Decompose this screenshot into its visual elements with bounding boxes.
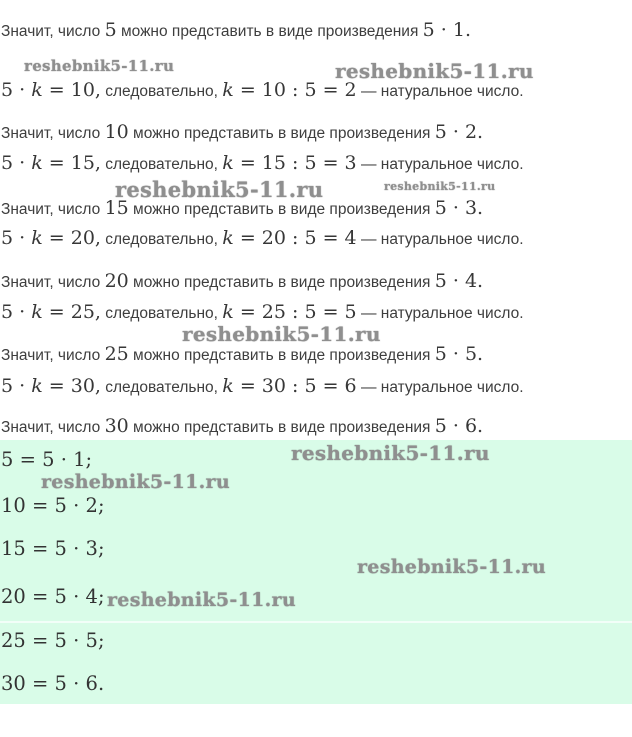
math-expression: = 30 : 5 = 6 xyxy=(233,375,357,397)
statement-period: . xyxy=(477,415,484,437)
math-expression: = 25 : 5 = 5 xyxy=(233,301,357,323)
math-variable-k: k xyxy=(31,152,43,174)
watermark-text: reshebnik5-11.ru xyxy=(357,556,546,578)
math-expression: = 15 : 5 = 3 xyxy=(233,152,357,174)
statement-line xyxy=(1,122,483,144)
statement-period: . xyxy=(477,197,484,219)
equation-line xyxy=(1,153,524,175)
result-line: 20 = 5 · 4; xyxy=(1,585,105,608)
equation-line xyxy=(1,228,524,250)
equation-text: — натуральное число. xyxy=(356,305,524,322)
statement-text: можно представить в виде произведения xyxy=(128,347,435,364)
equation-text: следовательно, xyxy=(100,379,223,396)
statement-period: . xyxy=(477,270,484,292)
watermark-text: reshebnik5-11.ru xyxy=(24,57,175,75)
math-expression: = 20 : 5 = 4 xyxy=(233,227,357,249)
statement-text: Значит, число xyxy=(1,347,105,364)
math-lhs: 5 · xyxy=(1,152,32,174)
math-product: 5 · 2 xyxy=(434,121,478,143)
math-variable-k: k xyxy=(222,79,234,101)
equation-text: следовательно, xyxy=(100,156,223,173)
statement-line xyxy=(1,344,483,366)
math-variable-k: k xyxy=(222,301,234,323)
statement-period: . xyxy=(464,19,471,41)
equation-text: — натуральное число. xyxy=(356,379,524,396)
watermark-text: reshebnik5-11.ru xyxy=(384,180,496,193)
equation-line xyxy=(1,80,524,102)
math-expression: = 10 : 5 = 2 xyxy=(233,79,357,101)
math-product: 5 · 5 xyxy=(434,343,478,365)
result-line: 25 = 5 · 5; xyxy=(1,629,105,652)
math-number: 25 xyxy=(104,343,129,365)
math-equals: = 10, xyxy=(42,79,101,101)
math-variable-k: k xyxy=(222,227,234,249)
watermark-text: reshebnik5-11.ru xyxy=(182,322,381,346)
math-product: 5 · 6 xyxy=(434,415,478,437)
math-lhs: 5 · xyxy=(1,79,32,101)
watermark-text: reshebnik5-11.ru xyxy=(335,59,534,83)
equation-line xyxy=(1,302,524,324)
math-variable-k: k xyxy=(222,152,234,174)
result-line: 30 = 5 · 6. xyxy=(1,672,105,695)
statement-text: Значит, число xyxy=(1,23,105,40)
result-line: 15 = 5 · 3; xyxy=(1,537,105,560)
math-number: 20 xyxy=(104,270,129,292)
statement-line xyxy=(1,271,483,293)
equation-text: следовательно, xyxy=(100,83,223,100)
math-product: 5 · 4 xyxy=(434,270,478,292)
equation-text: следовательно, xyxy=(100,231,223,248)
statement-text: Значит, число xyxy=(1,201,105,218)
math-variable-k: k xyxy=(31,375,43,397)
math-number: 30 xyxy=(104,415,129,437)
watermark-text: reshebnik5-11.ru xyxy=(291,441,490,465)
equation-text: — натуральное число. xyxy=(356,83,524,100)
statement-line xyxy=(1,20,471,42)
statement-text: можно представить в виде произведения xyxy=(128,419,435,436)
watermark-text: reshebnik5-11.ru xyxy=(107,589,296,611)
math-equals: = 20, xyxy=(42,227,101,249)
statement-text: Значит, число xyxy=(1,125,105,142)
math-lhs: 5 · xyxy=(1,301,32,323)
math-lhs: 5 · xyxy=(1,375,32,397)
statement-period: . xyxy=(477,343,484,365)
math-number: 5 xyxy=(104,19,117,41)
equation-text: следовательно, xyxy=(100,305,223,322)
math-product: 5 · 3 xyxy=(434,197,478,219)
statement-text: можно представить в виде произведения xyxy=(128,125,435,142)
statement-text: можно представить в виде произведения xyxy=(128,274,435,291)
math-variable-k: k xyxy=(31,301,43,323)
math-lhs: 5 · xyxy=(1,227,32,249)
math-number: 15 xyxy=(104,197,129,219)
math-equals: = 30, xyxy=(42,375,101,397)
result-line: 10 = 5 · 2; xyxy=(1,494,105,517)
result-line: 5 = 5 · 1; xyxy=(1,448,93,471)
math-variable-k: k xyxy=(31,227,43,249)
math-equals: = 15, xyxy=(42,152,101,174)
watermark-text: reshebnik5-11.ru xyxy=(41,471,230,493)
math-equals: = 25, xyxy=(42,301,101,323)
math-number: 10 xyxy=(104,121,129,143)
statement-period: . xyxy=(477,121,484,143)
equation-line xyxy=(1,376,524,398)
statement-text: можно представить в виде произведения xyxy=(116,23,423,40)
math-product: 5 · 1 xyxy=(422,19,465,41)
equation-text: — натуральное число. xyxy=(356,231,524,248)
math-variable-k: k xyxy=(222,375,234,397)
statement-text: Значит, число xyxy=(1,274,105,291)
watermark-text: reshebnik5-11.ru xyxy=(115,177,324,202)
highlight-divider xyxy=(0,621,632,623)
math-variable-k: k xyxy=(31,79,43,101)
statement-text: можно представить в виде произведения xyxy=(128,201,435,218)
statement-line xyxy=(1,416,483,438)
statement-text: Значит, число xyxy=(1,419,105,436)
equation-text: — натуральное число. xyxy=(356,156,524,173)
